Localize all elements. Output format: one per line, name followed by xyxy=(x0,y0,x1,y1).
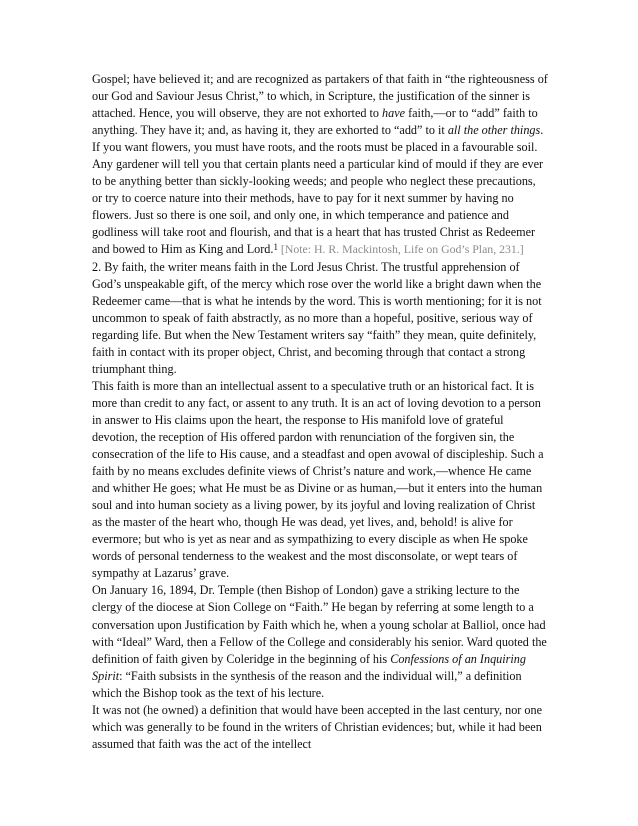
text-run: faith,—or to “add” faith to anything. They have it; and, as having it, they are exhorted to “add” to it xyxy=(92,106,538,138)
book-title: Confessions of an Inquiring Spirit xyxy=(92,651,526,683)
paragraph xyxy=(92,378,548,583)
text-run: Gospel; have believed it; and are recognized as partakers of that faith in “the righteousness of our God and Saviour Jesus Christ,” to which, in Scripture, the justification of the sinner is attached. Hence, you will observe, they are not exhorted to xyxy=(92,72,548,121)
text-run: It was not (he owned) a definition that would have been accepted in the last century, nor one which was generally to be found in the writers of Christian evidences; but, while it had been assumed that faith was the act of the intellect xyxy=(92,702,542,751)
paragraph xyxy=(92,71,548,139)
document-page xyxy=(92,71,548,753)
emphasis-run: have xyxy=(382,106,406,121)
paragraph xyxy=(92,139,548,258)
emphasis-run: all the other things xyxy=(447,123,541,138)
paragraph xyxy=(92,582,548,701)
footnote-marker: 1 xyxy=(273,242,278,253)
paragraph xyxy=(92,702,548,753)
footnote-note: [Note: H. R. Mackintosh, Life on God’s Plan, 231.] xyxy=(277,242,524,257)
paragraph xyxy=(92,259,548,378)
text-run: This faith is more than an intellectual assent to a speculative truth or an historical fact. It is more than credit to any fact, or assent to any truth. It is an act of loving devotion to a person in answer to His claims upon the heart, the response to His manifold love of grateful devotion, the reception of His offered pardon with renunciation of the forgiven sin, the consecration of the life to His cause, and a steadfast and open avowal of discipleship. Such a faith by no means excludes definite views of Christ’s nature and work,—whence He came and whither He goes; what He must be as Divine or as human,—but it enters into the human soul and into human society as a living power, by its joyful and loving realization of Christ as the master of the heart who, though He was dead, yet lives, and, behold! is alive for evermore; but who is yet as near and as sympathizing to every disciple as when He spoke words of personal tenderness to the weakest and the most disconsolate, or wept tears of sympathy at Lazarus’ grave. xyxy=(92,378,544,581)
text-run: : “Faith subsists in the synthesis of the reason and the individual will,” a definition which the Bishop took as the text of his lecture. xyxy=(92,668,522,700)
text-run: On January 16, 1894, Dr. Temple (then Bishop of London) gave a striking lecture to the clergy of the diocese at Sion College on “Faith.” He began by referring at some length to a conversation upon Justification by Faith which he, when a young scholar at Balliol, once had with “Ideal” Ward, then a Fellow of the College and considerably his senior. Ward quoted the definition of faith given by Coleridge in the beginning of his xyxy=(92,583,547,666)
text-run: . xyxy=(540,123,544,138)
text-run: 2. By faith, the writer means faith in the Lord Jesus Christ. The trustful apprehension of God’s unspeakable gift, of the mercy which rose over the world like a bright dawn when the Redeemer came—that is what he intends by the word. This is worth mentioning; for it is not uncommon to speak of faith abstractly, as no more than a hopeful, positive, serious way of regarding life. But when the New Testament writers say “faith” they mean, quite definitely, faith in contact with its proper object, Christ, and becoming through that contact a strong triumphant thing. xyxy=(92,259,542,376)
text-run: If you want flowers, you must have roots, and the roots must be placed in a favourable soil. Any gardener will tell you that certain plants need a particular kind of mould if they are ever to be anything better than sickly-looking weeds; and people who neglect these precautions, or try to coerce nature into their methods, have to pay for it next summer by having no flowers. Just so there is one soil, and only one, in which temperance and patience and godliness will take root and flourish, and that is a heart that has trusted Christ as Redeemer and bowed to Him as King and Lord. xyxy=(92,140,544,257)
